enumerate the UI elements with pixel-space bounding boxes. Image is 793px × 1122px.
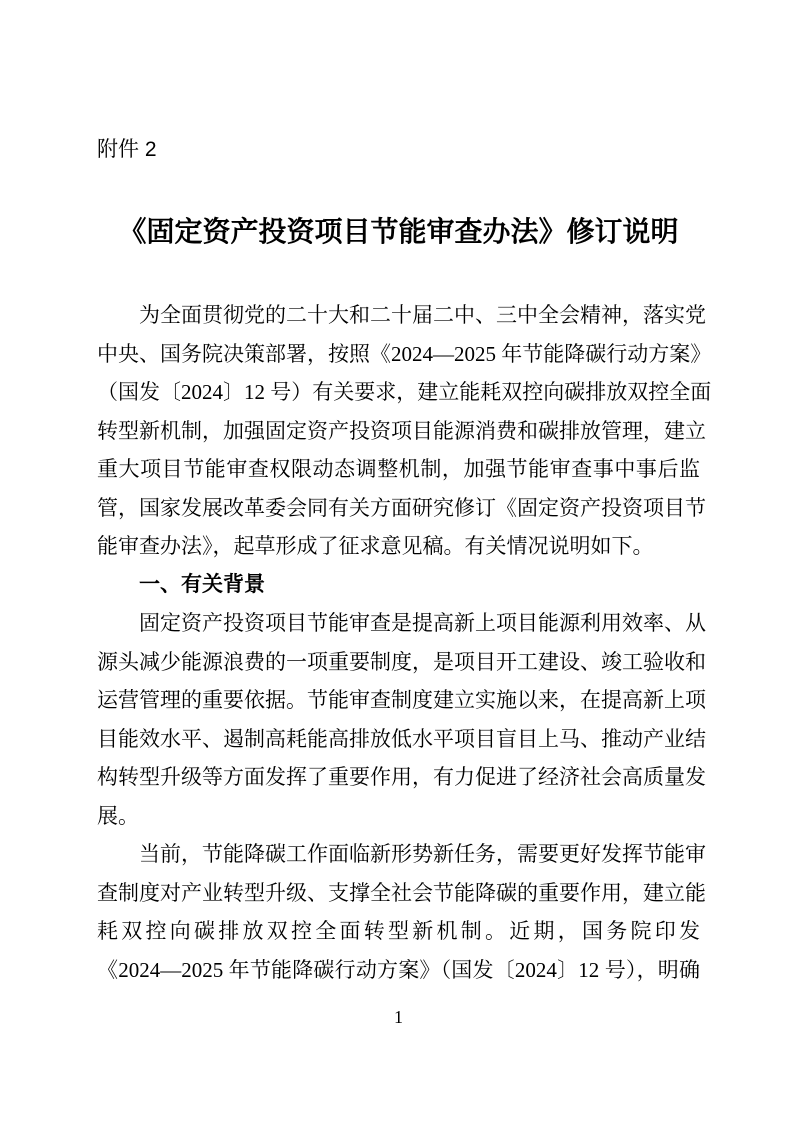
paragraph-2 [97,604,706,835]
text-line: 源头减少能源浪费的一项重要制度，是项目开工建设、竣工验收和 [97,649,706,674]
text-line: 展。 [97,803,139,828]
text-line: 当前，节能降碳工作面临新形势新任务，需要更好发挥节能审 [139,842,706,866]
text-line: 耗双控向碳排放双控全面转型新机制。近期，国务院印发 [97,919,700,943]
text-line: 《2024—2025 年节能降碳行动方案》（国发〔2024〕12 号），明确 [97,957,700,982]
section-heading-background: 一、有关背景 [139,572,265,596]
text-line: 固定资产投资项目节能审查是提高新上项目能源利用效率、从 [139,611,706,635]
paragraph-1 [97,296,712,566]
text-line: 重大项目节能审查权限动态调整机制，加强节能审查事中事后监 [97,457,700,481]
paragraph-3 [97,835,706,989]
attachment-label: 附件 2 [97,138,157,161]
text-line: 为全面贯彻党的二十大和二十届二中、三中全会精神，落实党 [139,303,706,327]
page-number: 1 [394,1007,403,1027]
text-line: 目能效水平、遏制高耗能高排放低水平项目盲目上马、推动产业结 [97,726,706,751]
document-title: 《固定资产投资项目节能审查办法》修订说明 [118,216,679,247]
text-line: 能审查办法》，起草形成了征求意见稿。有关情况说明如下。 [97,534,654,558]
text-line: 运营管理的重要依据。节能审查制度建立实施以来，在提高新上项 [97,688,706,712]
text-line: （国发〔2024〕12 号）有关要求，建立能耗双控向碳排放双控全面 [97,380,712,404]
document-body [97,296,712,989]
text-line: 构转型升级等方面发挥了重要作用，有力促进了经济社会高质量发 [97,765,706,789]
text-line: 中央、国务院决策部署，按照《2024—2025 年节能降碳行动方案》 [97,341,712,366]
text-line: 转型新机制，加强固定资产投资项目能源消费和碳排放管理，建立 [97,418,706,443]
text-line: 管，国家发展改革委会同有关方面研究修订《固定资产投资项目节 [97,495,706,520]
text-line: 查制度对产业转型升级、支撑全社会节能降碳的重要作用，建立能 [97,880,706,905]
